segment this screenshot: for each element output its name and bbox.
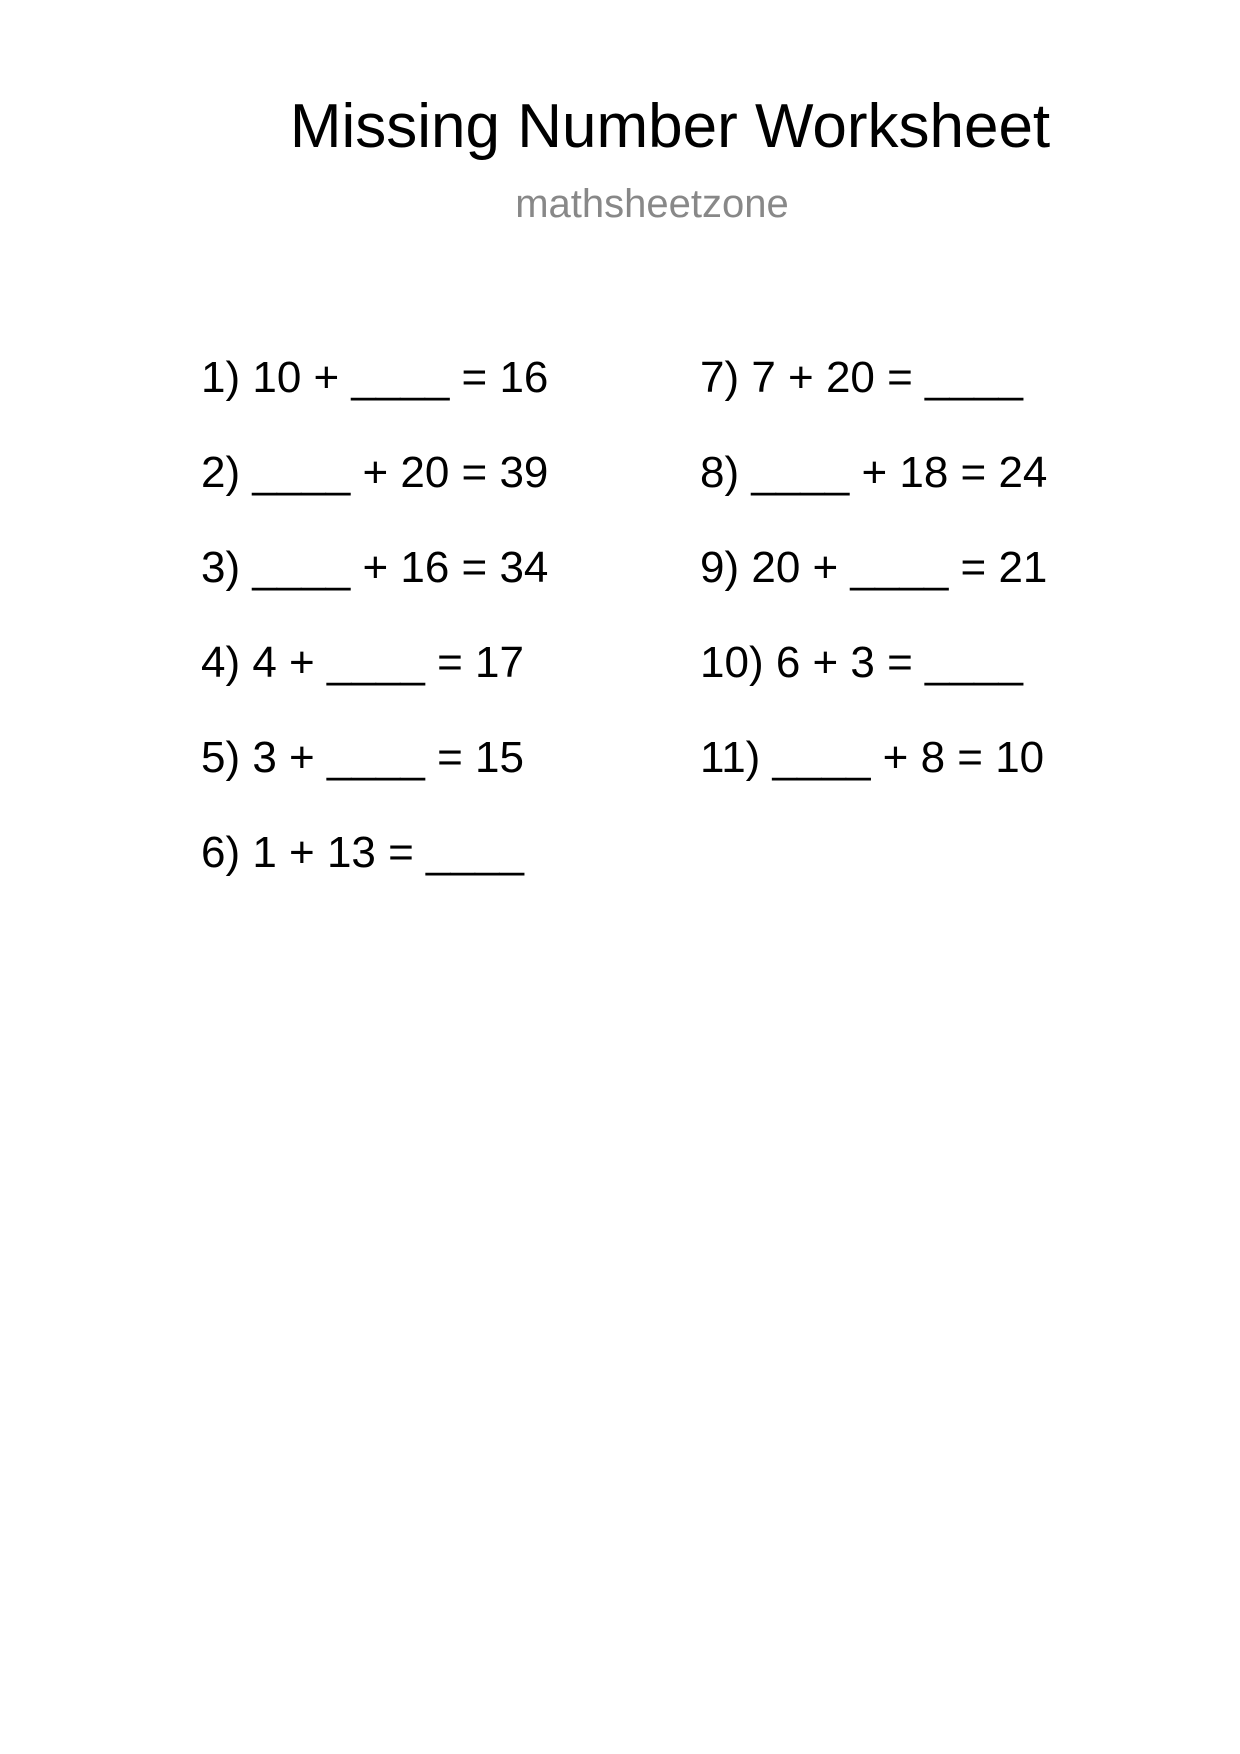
worksheet-subtitle: mathsheetzone (515, 182, 789, 226)
problem-4: 4) 4 + ____ = 17 (201, 638, 524, 687)
problem-6: 6) 1 + 13 = ____ (201, 828, 524, 877)
problem-3: 3) ____ + 16 = 34 (201, 543, 549, 592)
problem-9: 9) 20 + ____ = 21 (700, 543, 1048, 592)
problem-7: 7) 7 + 20 = ____ (700, 353, 1023, 402)
problem-11: 11) ____ + 8 = 10 (700, 733, 1045, 782)
problem-10: 10) 6 + 3 = ____ (700, 638, 1023, 687)
problem-2: 2) ____ + 20 = 39 (201, 448, 549, 497)
problem-8: 8) ____ + 18 = 24 (700, 448, 1048, 497)
problem-5: 5) 3 + ____ = 15 (201, 733, 524, 782)
problem-1: 1) 10 + ____ = 16 (201, 353, 549, 402)
worksheet-title: Missing Number Worksheet (289, 92, 1051, 161)
